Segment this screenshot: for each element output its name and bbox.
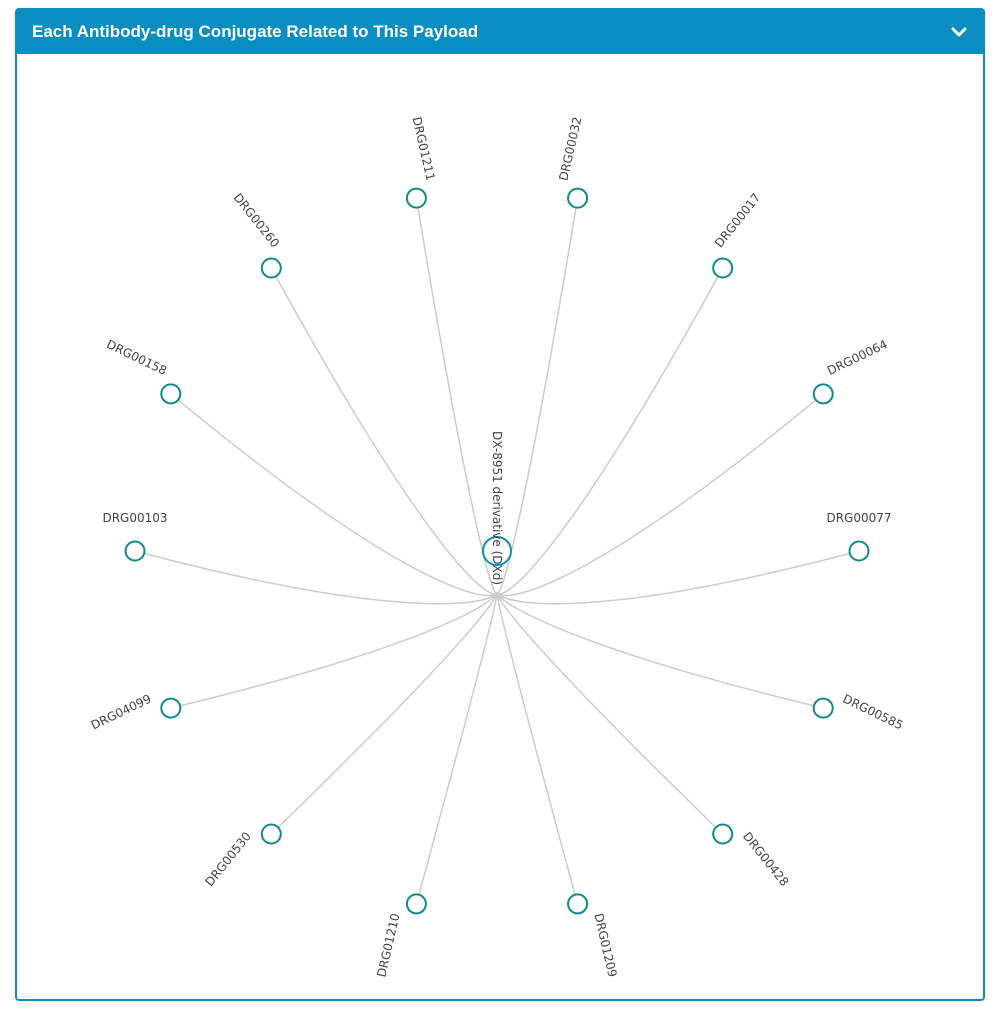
node-drg04099[interactable]: [89, 692, 181, 733]
node-drg00260[interactable]: [231, 191, 283, 278]
node-circle[interactable]: [814, 699, 833, 718]
edge-drg00585: [497, 592, 823, 708]
node-circle[interactable]: [161, 384, 180, 403]
center-node-label: DX-8951 derivative (DXd): [490, 431, 504, 586]
edge-drg00064: [497, 394, 823, 596]
node-drg00017[interactable]: [712, 191, 764, 278]
node-drg00158[interactable]: [104, 337, 180, 403]
node-label: DRG00017: [711, 190, 764, 251]
node-circle[interactable]: [850, 542, 869, 561]
node-label: DRG01209: [591, 911, 620, 979]
node-circle[interactable]: [713, 259, 732, 278]
node-label: DRG00585: [840, 691, 906, 733]
node-drg00530[interactable]: [202, 825, 280, 889]
node-drg00428[interactable]: [713, 825, 791, 889]
node-drg01209[interactable]: [568, 894, 619, 978]
node-circle[interactable]: [568, 189, 587, 208]
node-circle[interactable]: [407, 189, 426, 208]
node-circle[interactable]: [568, 894, 587, 913]
node-circle[interactable]: [126, 542, 145, 561]
node-circle[interactable]: [713, 825, 732, 844]
node-label: DRG00064: [824, 337, 890, 378]
edge-drg00032: [497, 198, 578, 594]
node-circle[interactable]: [161, 699, 180, 718]
node-label: DRG00530: [202, 829, 254, 889]
panel-title: Each Antibody-drug Conjugate Related to This Payload: [32, 22, 479, 41]
node-label: DRG00103: [102, 511, 168, 525]
edge-drg00017: [497, 268, 723, 594]
edge-drg01209: [497, 592, 578, 904]
node-label: DRG00260: [230, 190, 283, 251]
edge-drg00158: [171, 394, 497, 596]
node-drg01210[interactable]: [374, 894, 425, 978]
edge-drg00103: [135, 551, 497, 604]
edge-drg00260: [271, 268, 497, 594]
node-label: DRG00077: [826, 511, 892, 525]
edge-drg01211: [416, 198, 497, 594]
node-label: DRG04099: [88, 691, 154, 733]
node-label: DRG01211: [409, 115, 438, 183]
edge-drg01210: [416, 592, 497, 904]
center-node-group: [483, 431, 511, 585]
node-drg00064[interactable]: [814, 337, 890, 403]
node-drg00585[interactable]: [814, 692, 906, 733]
node-circle[interactable]: [262, 259, 281, 278]
node-drg00077[interactable]: [826, 511, 891, 561]
node-drg00103[interactable]: [102, 511, 167, 561]
edge-drg00530: [271, 592, 497, 834]
node-drg00032[interactable]: [556, 115, 587, 207]
node-label: DRG00032: [556, 115, 585, 183]
node-label: DRG00158: [104, 337, 170, 378]
node-circle[interactable]: [262, 825, 281, 844]
node-label: DRG00428: [740, 829, 792, 889]
node-drg01211[interactable]: [407, 115, 438, 207]
node-circle[interactable]: [407, 894, 426, 913]
node-circle[interactable]: [814, 384, 833, 403]
node-label: DRG01210: [374, 911, 403, 979]
edge-drg04099: [171, 592, 497, 708]
edge-drg00077: [497, 551, 859, 604]
edge-drg00428: [497, 592, 723, 834]
